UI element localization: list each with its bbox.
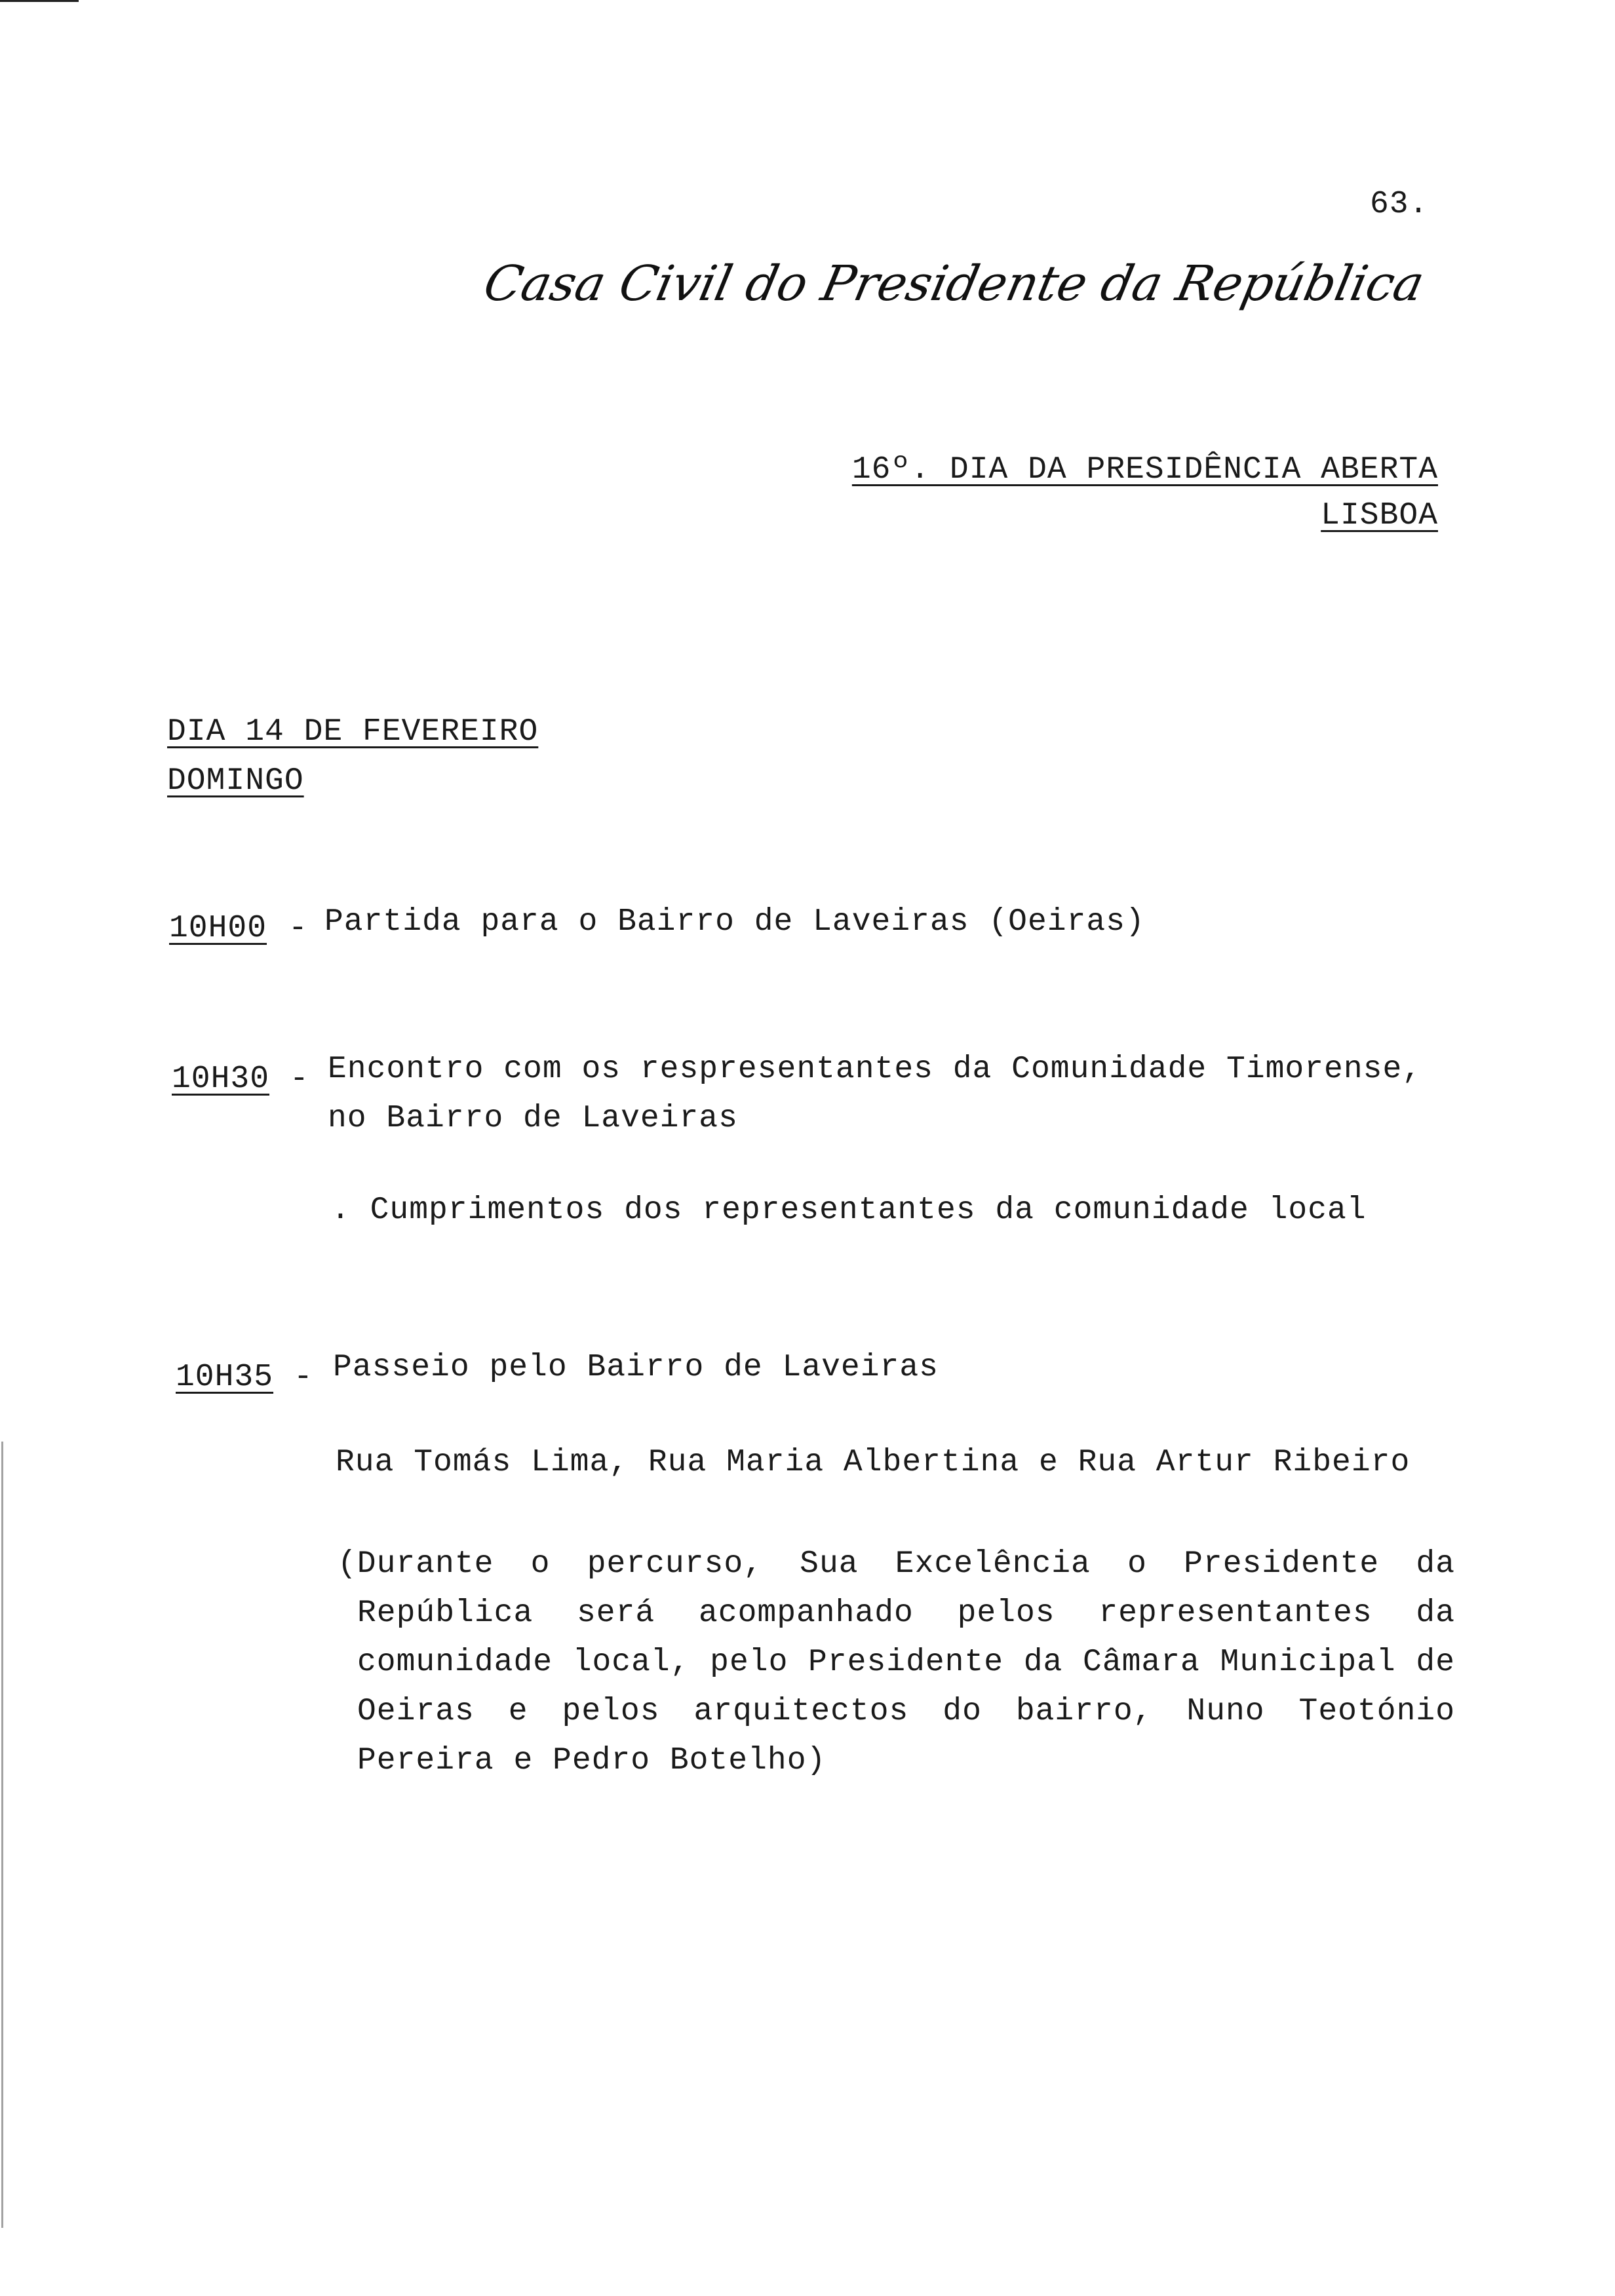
header-title: 16º. DIA DA PRESIDÊNCIA ABERTA: [851, 452, 1438, 488]
schedule-separator: -: [288, 911, 308, 946]
date-weekday: DOMINGO: [167, 763, 304, 799]
scan-mark-top: [0, 0, 79, 2]
schedule-item-text: Partida para o Bairro de Laveiras (Oeiras): [324, 904, 1145, 940]
schedule-note-line: República será acompanhado pelos representantes da: [357, 1596, 1455, 1631]
schedule-time: 10H00: [169, 911, 267, 946]
schedule-separator: -: [290, 1062, 309, 1097]
scan-edge-shadow: [1, 1442, 3, 2228]
date-day: DIA 14 DE FEVEREIRO: [167, 714, 539, 750]
schedule-time: 10H35: [176, 1360, 274, 1395]
page-number: 63.: [1370, 187, 1429, 222]
schedule-note-line: comunidade local, pelo Presidente da Câmara Municipal de: [357, 1645, 1455, 1680]
schedule-streets: Rua Tomás Lima, Rua Maria Albertina e Rua Artur Ribeiro: [336, 1445, 1411, 1480]
schedule-item-text: Encontro com os respresentantes da Comunidade Timorense,: [328, 1052, 1422, 1087]
schedule-note-line: Oeiras e pelos arquitectos do bairro, Nuno Teotónio: [357, 1694, 1455, 1729]
header-subtitle: LISBOA: [1321, 498, 1438, 533]
schedule-note-line: Pereira e Pedro Botelho): [357, 1743, 827, 1778]
schedule-item-text: Passeio pelo Bairro de Laveiras: [333, 1350, 939, 1385]
schedule-note-line: (Durante o percurso, Sua Excelência o Presidente da: [338, 1546, 1455, 1582]
letterhead-logo-text: Casa Civil do Presidente da República: [478, 256, 1430, 312]
schedule-time: 10H30: [172, 1062, 270, 1097]
schedule-item-text-cont: no Bairro de Laveiras: [328, 1101, 738, 1136]
schedule-separator: -: [294, 1360, 313, 1395]
schedule-bullet: . Cumprimentos dos representantes da comunidade local: [331, 1193, 1367, 1228]
